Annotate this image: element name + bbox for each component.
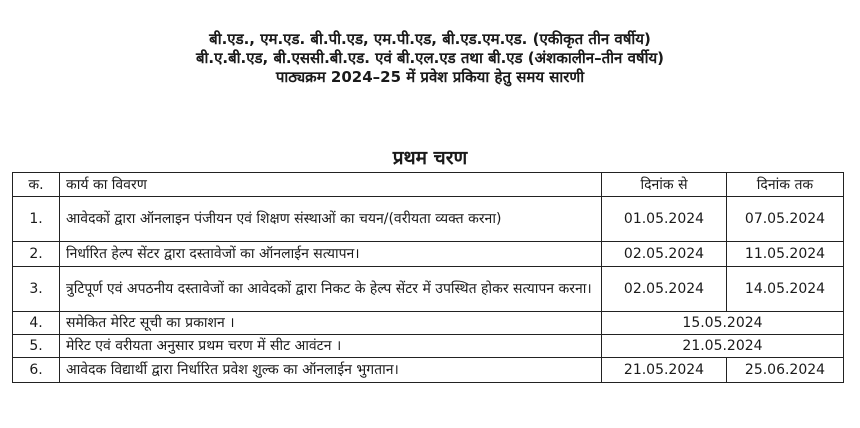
row-serial: 3. bbox=[13, 267, 60, 312]
header-description: कार्य का विवरण bbox=[60, 173, 602, 197]
row-description: निर्धारित हेल्प सेंटर द्वारा दस्तावेजों का ऑनलाईन सत्यापन। bbox=[60, 242, 602, 267]
row-description: समेकित मेरिट सूची का प्रकाशन । bbox=[60, 312, 602, 335]
row-description: मेरिट एवं वरीयता अनुसार प्रथम चरण में सीट आवंटन । bbox=[60, 335, 602, 358]
row-description: आवेदक विद्यार्थी द्वारा निर्धारित प्रवेश शुल्क का ऑनलाईन भुगतान। bbox=[60, 358, 602, 383]
document-header bbox=[0, 30, 860, 87]
row-date: 15.05.2024 bbox=[602, 312, 844, 335]
row-serial: 6. bbox=[13, 358, 60, 383]
row-date: 21.05.2024 bbox=[602, 335, 844, 358]
table-row bbox=[13, 197, 844, 242]
table-row bbox=[13, 267, 844, 312]
row-serial: 5. bbox=[13, 335, 60, 358]
header-line-title: पाठ्यक्रम 2024–25 में प्रवेश प्रकिया हेतु समय सारणी bbox=[275, 68, 585, 86]
row-description: त्रुटिपूर्ण एवं अपठनीय दस्तावेजों का आवेदकों द्वारा निकट के हेल्प सेंटर में उपस्थित होकर सत्यापन करना। bbox=[60, 267, 602, 312]
header-line-courses-2: बी.ए.बी.एड, बी.एससी.बी.एड. एवं बी.एल.एड तथा बी.एड (अंशकालीन–तीन वर्षीय) bbox=[195, 49, 665, 67]
row-date-from: 02.05.2024 bbox=[602, 267, 727, 312]
header-date-from: दिनांक से bbox=[602, 173, 727, 197]
table-row bbox=[13, 242, 844, 267]
row-date-to: 11.05.2024 bbox=[727, 242, 844, 267]
header-date-to: दिनांक तक bbox=[727, 173, 844, 197]
row-date-to: 25.06.2024 bbox=[727, 358, 844, 383]
row-serial: 4. bbox=[13, 312, 60, 335]
table-header-row bbox=[13, 173, 844, 197]
row-date-from: 02.05.2024 bbox=[602, 242, 727, 267]
header-line-courses: बी.एड., एम.एड. बी.पी.एड, एम.पी.एड, बी.एड.एम.एड. (एकीकृत तीन वर्षीय) bbox=[209, 30, 651, 48]
row-date-from: 21.05.2024 bbox=[602, 358, 727, 383]
row-serial: 2. bbox=[13, 242, 60, 267]
row-date-to: 14.05.2024 bbox=[727, 267, 844, 312]
row-serial: 1. bbox=[13, 197, 60, 242]
table-row bbox=[13, 358, 844, 383]
row-date-to: 07.05.2024 bbox=[727, 197, 844, 242]
table-row bbox=[13, 312, 844, 335]
row-date-from: 01.05.2024 bbox=[602, 197, 727, 242]
phase-title: प्रथम चरण bbox=[392, 147, 468, 169]
table-row bbox=[13, 335, 844, 358]
header-serial: क. bbox=[13, 173, 60, 197]
schedule-table bbox=[12, 172, 844, 383]
row-description: आवेदकों द्वारा ऑनलाइन पंजीयन एवं शिक्षण संस्थाओं का चयन/(वरीयता व्यक्त करना) bbox=[60, 197, 602, 242]
